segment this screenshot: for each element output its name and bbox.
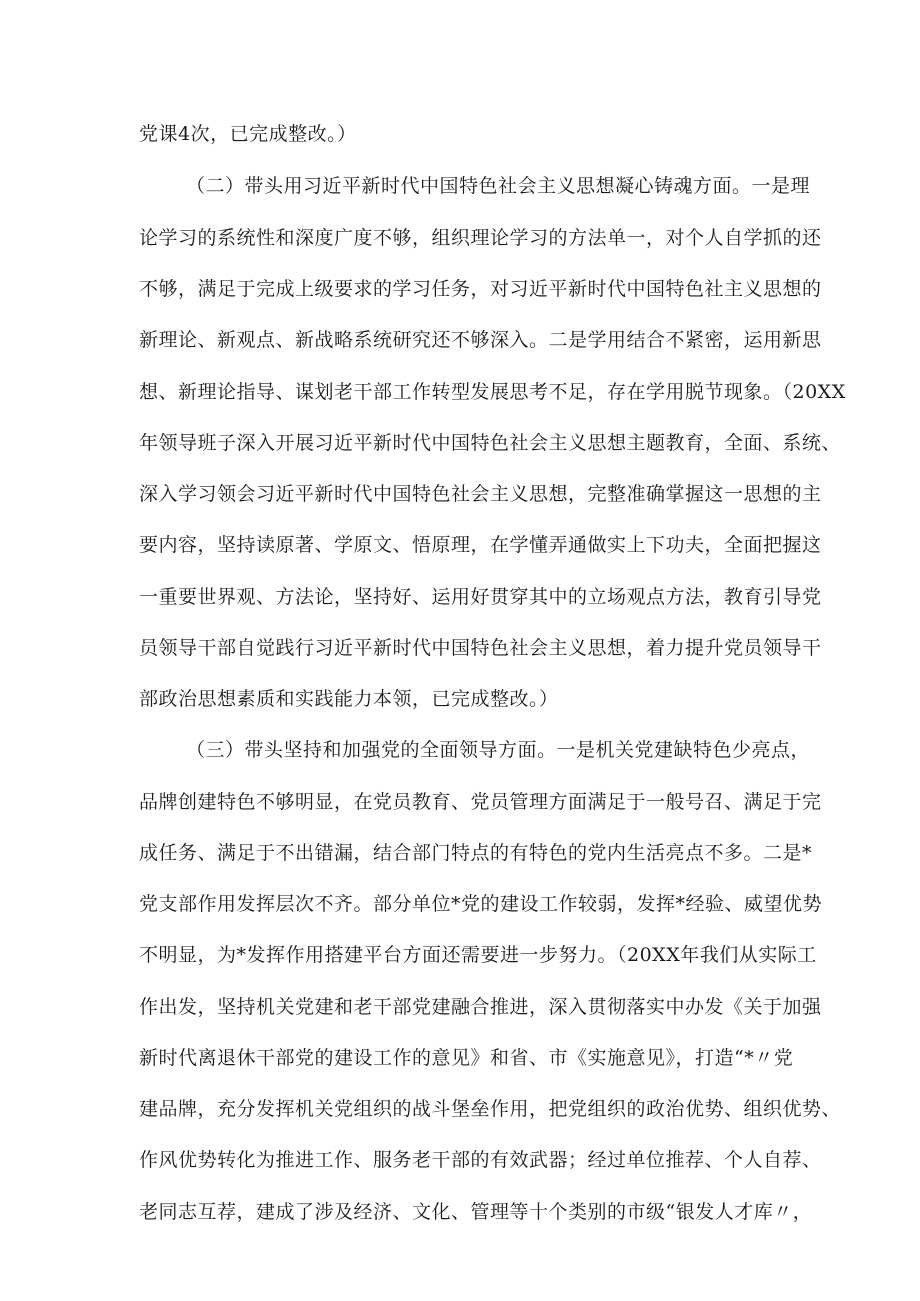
- paragraph-line: 建品牌，充分发挥机关党组织的战斗堡垒作用，把党组织的政治优势、组织优势、: [139, 1098, 842, 1120]
- paragraph-line: 新时代离退休干部党的建设工作的意见》和省、市《实施意见》，打造“*〃党: [139, 1047, 794, 1069]
- section-heading-line: （二）带头用习近平新时代中国特色社会主义思想凝心铸魂方面。一是理: [186, 175, 811, 197]
- paragraph-line: 不够，满足于完成上级要求的学习任务，对习近平新时代中国特色社主义思想的: [139, 278, 822, 300]
- paragraph-line: 成任务、满足于不出错漏，结合部门特点的有特色的党内生活亮点不多。二是*: [139, 842, 813, 864]
- paragraph-line: 部政治思想素质和实践能力本领，已完成整改。）: [139, 688, 559, 710]
- paragraph-line: 作风优势转化为推进工作、服务老干部的有效武器；经过单位推荐、个人自荐、: [139, 1149, 822, 1171]
- paragraph-line: 党支部作用发挥层次不齐。部分单位*党的建设工作较弱，发挥*经验、威望优势: [139, 893, 823, 915]
- paragraph-line: 要内容，坚持读原著、学原文、悟原理，在学懂弄通做实上下功夫，全面把握这: [139, 534, 822, 556]
- paragraph-line: 老同志互荐，建成了涉及经济、文化、管理等十个类别的市级“银发人才库〃，: [139, 1201, 813, 1223]
- paragraph-line: 新理论、新观点、新战略系统研究还不够深入。二是学用结合不紧密，运用新思: [139, 329, 822, 351]
- paragraph-line: 论学习的系统性和深度广度不够，组织理论学习的方法单一，对个人自学抓的还: [139, 227, 822, 249]
- paragraph-line: 一重要世界观、方法论，坚持好、运用好贯穿其中的立场观点方法，教育引导党: [139, 586, 822, 608]
- paragraph-line: 品牌创建特色不够明显，在党员教育、党员管理方面满足于一般号召、满足于完: [139, 791, 822, 813]
- paragraph-line: 深入学习领会习近平新时代中国特色社会主义思想，完整准确掌握这一思想的主: [139, 483, 822, 505]
- paragraph-line: 不明显，为*发挥作用搭建平台方面还需要进一步努力。（20XX年我们从实际工: [139, 944, 817, 966]
- paragraph-line: 员领导干部自觉践行习近平新时代中国特色社会主义思想，着力提升党员领导干: [139, 637, 822, 659]
- paragraph-line: 年领导班子深入开展习近平新时代中国特色社会主义思想主题教育，全面、系统、: [139, 432, 842, 454]
- paragraph-line: 党课4次，已完成整改。）: [139, 123, 357, 145]
- paragraph-line: 作出发，坚持机关党建和老干部党建融合推进，深入贯彻落实中办发《关于加强: [139, 996, 822, 1018]
- section-heading-line: （三）带头坚持和加强党的全面领导方面。一是机关党建缺特色少亮点，: [186, 739, 811, 761]
- paragraph-line: 想、新理论指导、谋划老干部工作转型发展思考不足，存在学用脱节现象。（20XX: [139, 381, 846, 403]
